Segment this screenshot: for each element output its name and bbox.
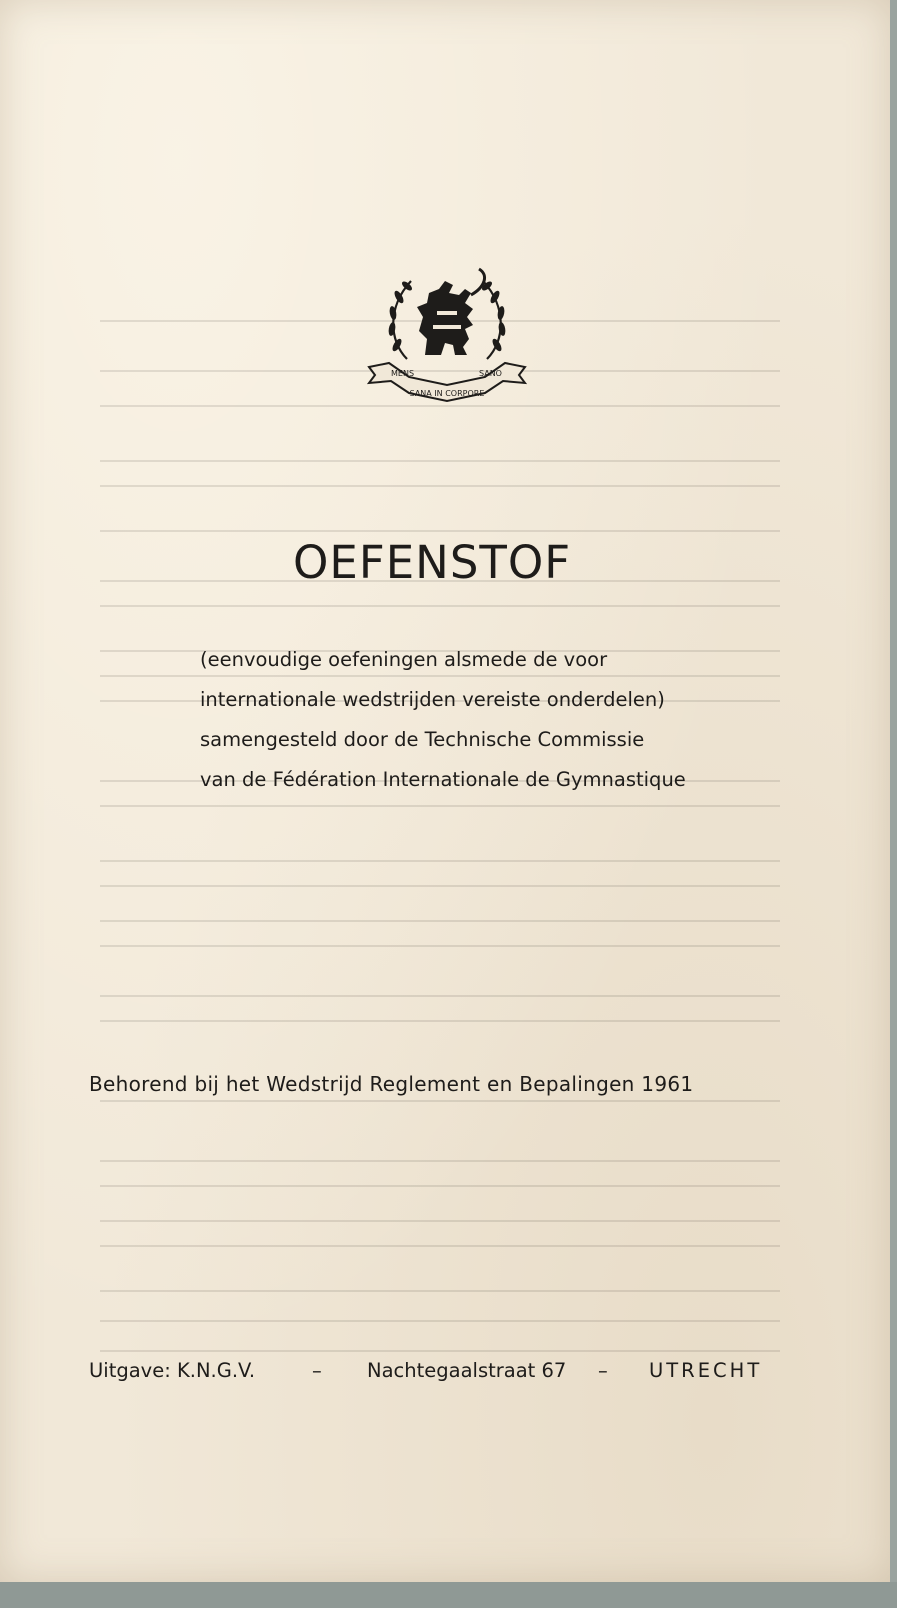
separator-1: –: [312, 1359, 322, 1382]
subtitle-line-3: samengesteld door de Technische Commissie: [200, 728, 645, 751]
subtitle-line-4: van de Fédération Internationale de Gymnastique: [200, 768, 686, 791]
motto-right-text: SANO: [479, 369, 502, 378]
subtitle-line-2: internationale wedstrijden vereiste onderdelen): [200, 688, 665, 711]
motto-left-text: MENS: [391, 369, 415, 378]
scan-background-edge: [0, 1582, 897, 1608]
motto-bottom-text: SANA IN CORPORE: [409, 389, 485, 398]
publisher-address: Nachtegaalstraat 67: [367, 1359, 567, 1382]
document-title: OEFENSTOF: [293, 536, 572, 589]
kngv-lion-emblem: [367, 259, 527, 407]
separator-2: –: [598, 1359, 608, 1382]
regulation-reference: Behorend bij het Wedstrijd Reglement en Bepalingen 1961: [89, 1072, 694, 1096]
subtitle-line-1: (eenvoudige oefeningen alsmede de voor: [200, 648, 608, 671]
publisher-city: UTRECHT: [649, 1359, 763, 1382]
publisher-label: Uitgave: K.N.G.V.: [89, 1359, 256, 1382]
